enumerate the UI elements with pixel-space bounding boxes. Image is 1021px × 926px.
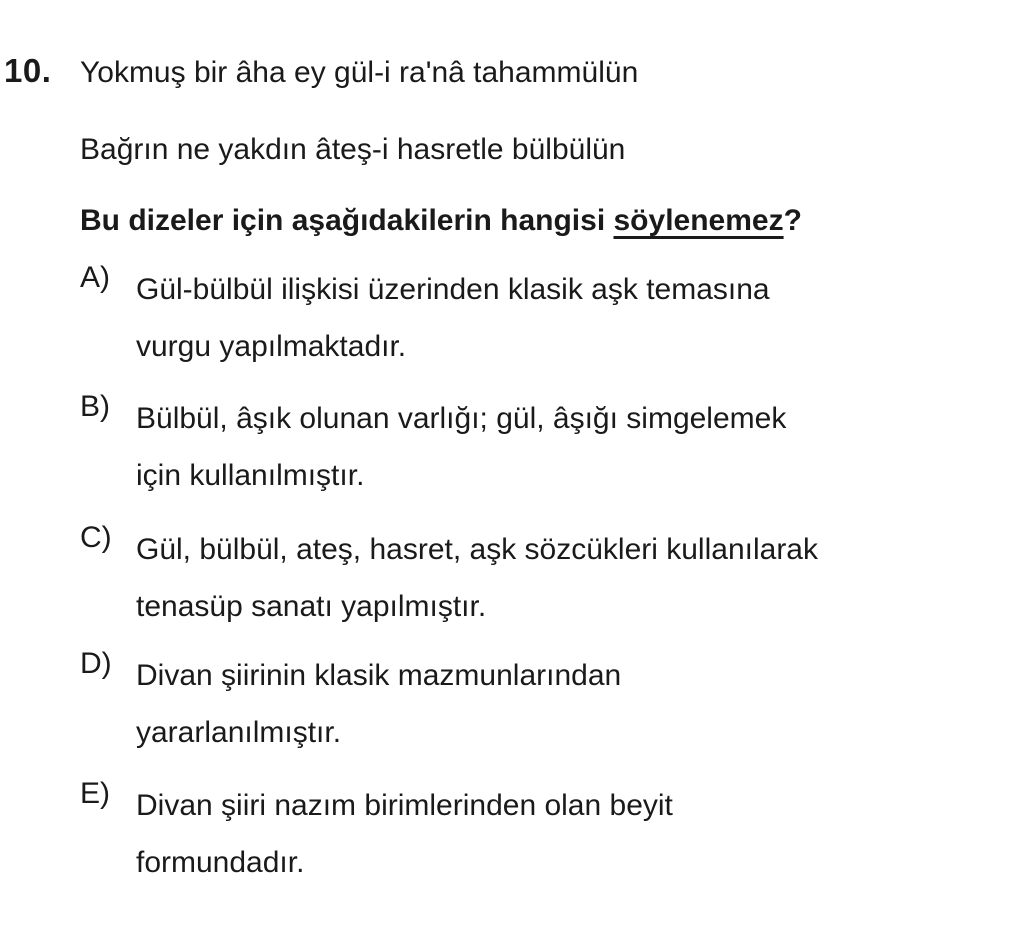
option-line: için kullanılmıştır. [136,459,365,492]
prompt-prefix: Bu dizeler için aşağıdakilerin hangisi [80,204,614,237]
option-line: Divan şiirinin klasik mazmunlarından [136,659,622,692]
option-line: vurgu yapılmaktadır. [136,330,407,363]
option-letter: B) [80,390,110,423]
option-line: tenasüp sanatı yapılmıştır. [136,590,487,623]
option-line: Bülbül, âşık olunan varlığı; gül, âşığı simgelemek [136,402,787,435]
question-number: 10. [4,52,52,89]
option-line: formundadır. [136,846,305,879]
option-line: Divan şiiri nazım birimlerinden olan beyit [136,789,673,822]
option-letter: E) [80,777,110,810]
option-letter: C) [80,521,112,554]
option-text [136,390,976,504]
prompt-underlined-word: söylenemez [613,204,784,237]
verse-line-1: Yokmuş bir âha ey gül-i ra'nâ tahammülün [80,56,639,89]
option-text [136,777,976,891]
option-text [136,261,976,375]
option-letter: A) [80,261,110,294]
question-prompt [80,204,802,238]
option-text [136,647,976,761]
option-text [136,521,976,635]
option-line: Gül, bülbül, ateş, hasret, aşk sözcükleri kullanılarak [136,533,818,566]
verse-line-2: Bağrın ne yakdın âteş-i hasretle bülbülün [80,133,626,166]
option-line: Gül-bülbül ilişkisi üzerinden klasik aşk temasına [136,273,770,306]
prompt-suffix: ? [783,204,802,237]
option-letter: D) [80,647,112,680]
option-line: yararlanılmıştır. [136,716,342,749]
